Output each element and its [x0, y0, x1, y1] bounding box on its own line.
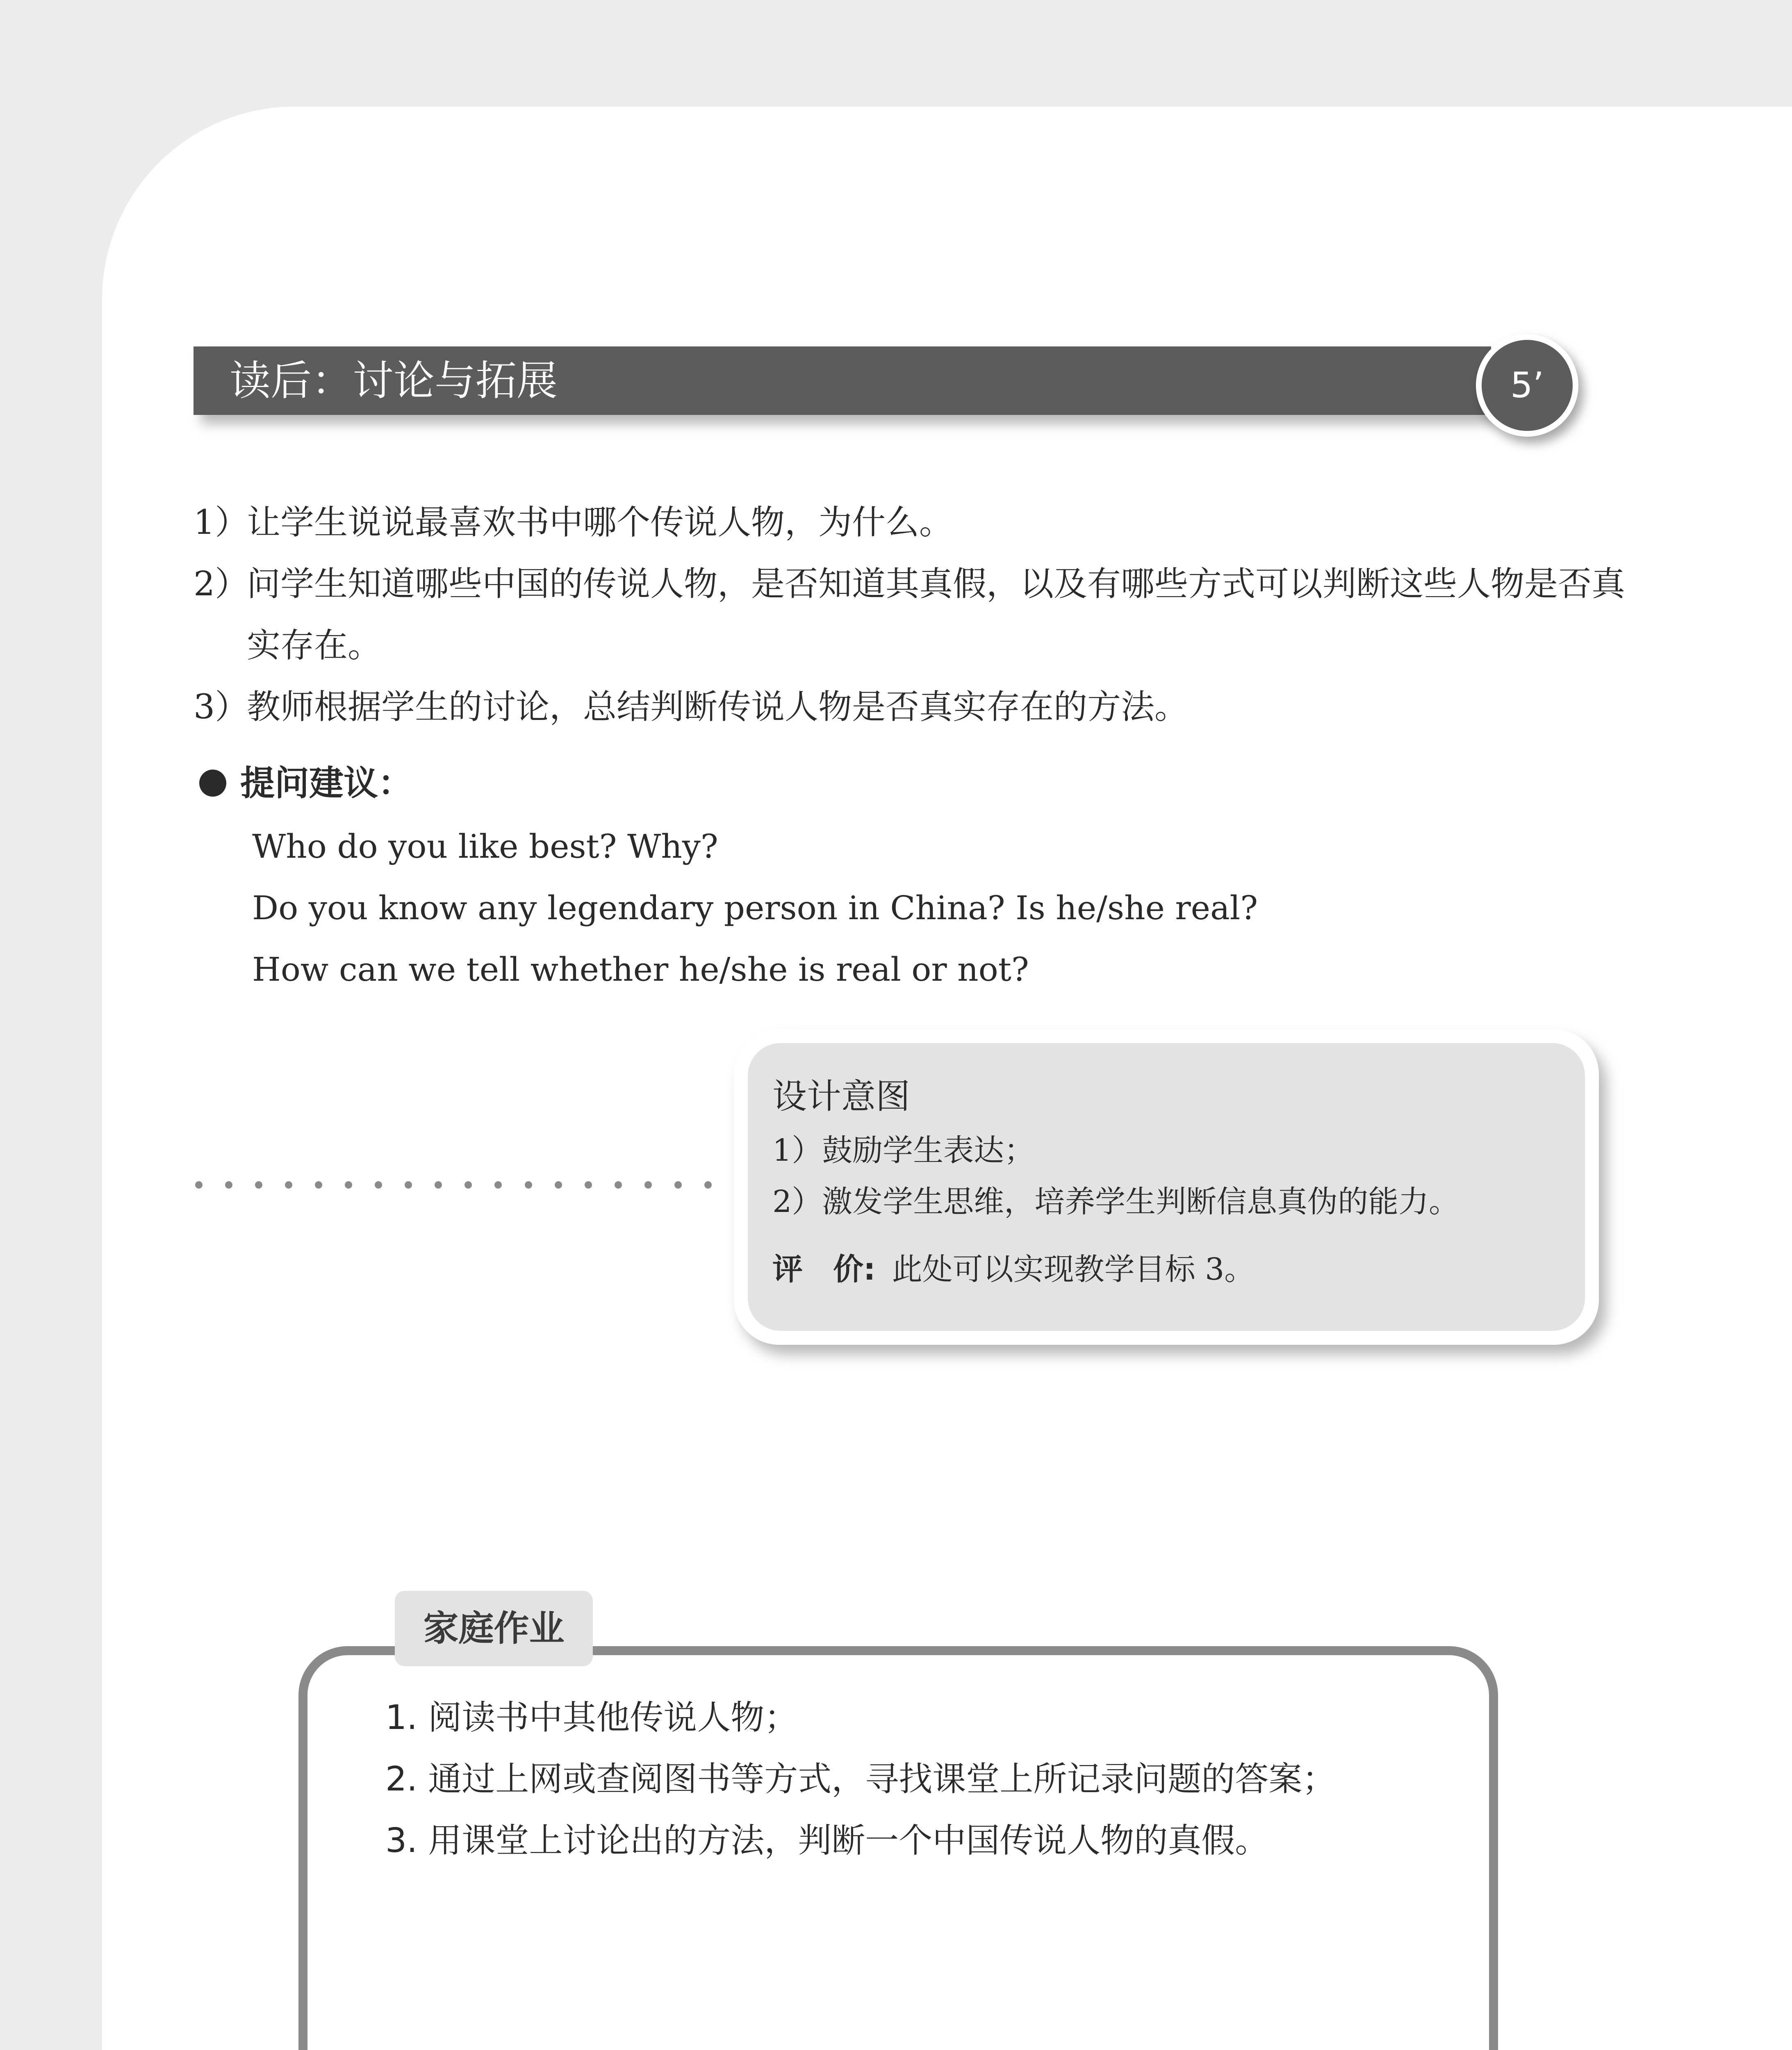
step-item	[194, 676, 1628, 738]
section-title: 读后：讨论与拓展	[230, 357, 558, 405]
homework-item: 1. 阅读书中其他传说人物；	[385, 1698, 798, 1737]
evaluation-text: 此处可以实现教学目标 3。	[892, 1252, 1255, 1287]
homework-item: 2. 通过上网或查阅图书等方式，寻找课堂上所记录问题的答案；	[385, 1760, 1336, 1799]
design-intent-item: 1）鼓励学生表达；	[772, 1133, 1035, 1168]
step-number: 3）	[194, 688, 249, 727]
step-item	[194, 554, 1628, 676]
step-item	[194, 492, 1628, 554]
homework-title-tab: 家庭作业	[395, 1591, 593, 1666]
question-heading-label: 提问建议：	[240, 763, 413, 803]
question-item: Do you know any legendary person in China? Is he/she real?	[252, 889, 1258, 927]
dotted-divider	[195, 1177, 712, 1193]
design-intent-box	[734, 1029, 1599, 1345]
section-header-bar	[194, 346, 1491, 415]
homework-list	[385, 1687, 1451, 1872]
question-heading	[199, 758, 412, 808]
duration-badge: 5’	[1476, 334, 1578, 437]
step-number: 1）	[194, 503, 249, 542]
step-number: 2）	[194, 565, 249, 604]
step-text: 让学生说说最喜欢书中哪个传说人物，为什么。	[247, 503, 953, 542]
design-intent-item: 2）激发学生思维，培养学生判断信息真伪的能力。	[772, 1184, 1460, 1219]
question-item: Who do you like best? Why?	[252, 827, 718, 866]
question-list	[252, 816, 1258, 1000]
question-item: How can we tell whether he/she is real or not?	[252, 950, 1029, 989]
design-intent-title: 设计意图	[772, 1076, 911, 1116]
design-intent-panel	[748, 1043, 1585, 1331]
step-list	[194, 492, 1628, 738]
evaluation-line	[772, 1244, 1560, 1295]
evaluation-label: 评 价:	[772, 1252, 876, 1287]
homework-item: 3. 用课堂上讨论出的方法，判断一个中国传说人物的真假。	[385, 1821, 1269, 1860]
step-text: 教师根据学生的讨论，总结判断传说人物是否真实存在的方法。	[247, 688, 1189, 727]
bullet-icon	[199, 770, 226, 797]
step-text: 问学生知道哪些中国的传说人物，是否知道其真假，以及有哪些方式可以判断这些人物是否真实存在。	[247, 565, 1626, 665]
